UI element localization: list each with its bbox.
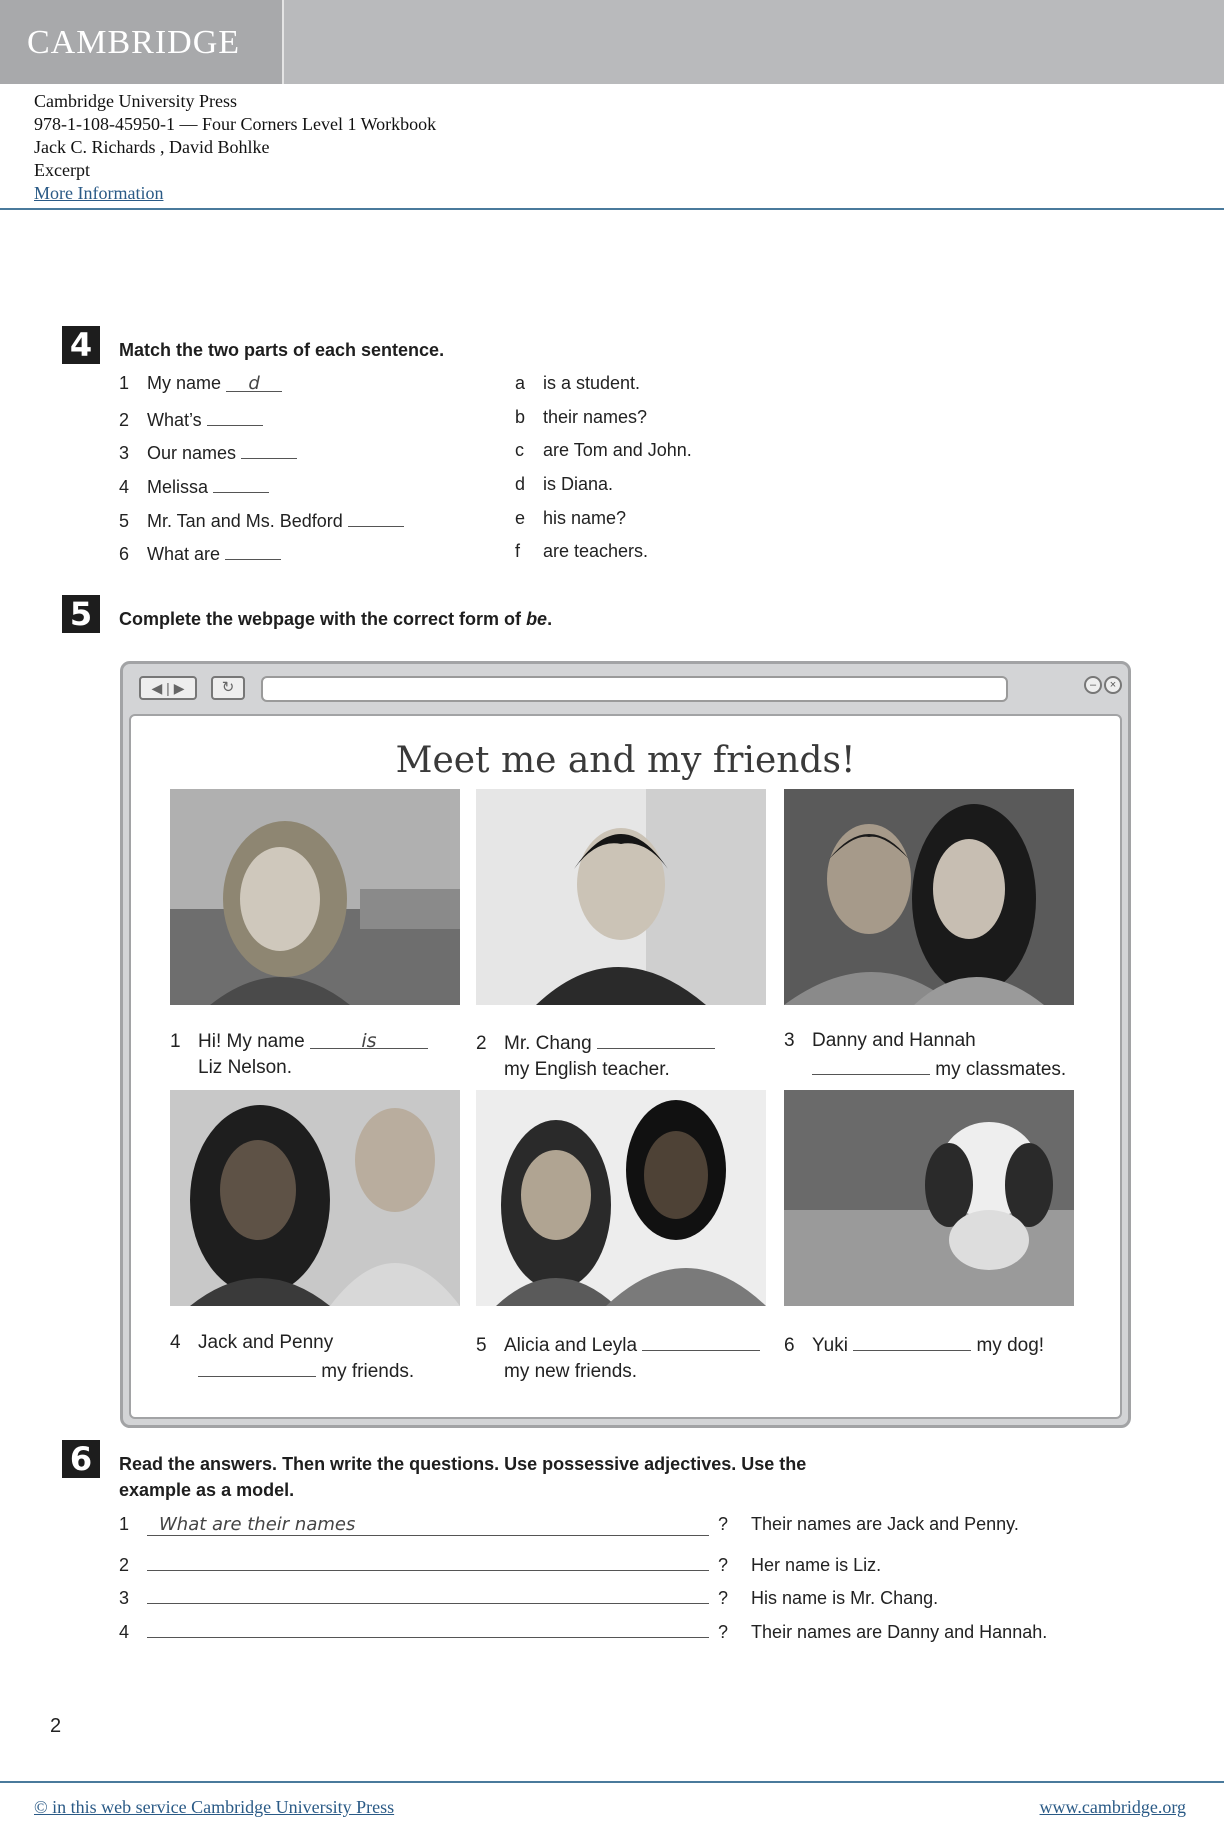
caption-2: 2 Mr. Chang my English teacher. [476, 1028, 715, 1083]
match-right-c: c are Tom and John. [515, 440, 692, 460]
question-row-2: 2 ? Her name is Liz. [119, 1548, 881, 1576]
exercise-number-4: 4 [62, 326, 100, 364]
book-metadata [34, 90, 436, 205]
webpage-title: Meet me and my friends! [395, 740, 856, 781]
more-information-link[interactable]: More Information [34, 183, 164, 203]
answer-blank[interactable]: is [310, 1028, 428, 1049]
match-left-2: 2 What’s [119, 407, 263, 431]
back-forward-buttons[interactable]: ◀ | ▶ [139, 676, 197, 700]
question-input[interactable]: What are their names [147, 1514, 709, 1536]
answer-blank[interactable] [642, 1330, 760, 1351]
close-icon[interactable]: × [1104, 676, 1122, 694]
photo-danny-and-hannah [784, 789, 1074, 1005]
match-right-f: f are teachers. [515, 541, 649, 561]
photo-mr-chang [476, 789, 766, 1005]
authors: Jack C. Richards , David Bohlke [34, 137, 270, 157]
exercise-number-5: 5 [62, 595, 100, 633]
copyright-link[interactable]: © in this web service Cambridge University Press [34, 1797, 395, 1817]
photo-alicia-and-leyla [476, 1090, 766, 1306]
minimize-icon[interactable]: – [1084, 676, 1102, 694]
question-input[interactable] [147, 1581, 709, 1604]
photo-liz-nelson [170, 789, 460, 1005]
answer-blank[interactable] [207, 407, 263, 426]
match-right-e: e his name? [515, 508, 627, 528]
answer-blank[interactable] [241, 440, 297, 459]
photo-yuki-dog [784, 1090, 1074, 1306]
question-row-3: 3 ? His name is Mr. Chang. [119, 1581, 938, 1609]
caption-3: 3 Danny and Hannah my classmates. [784, 1030, 1067, 1080]
answer-blank[interactable] [348, 508, 404, 527]
question-row-1: 1 What are their names ? Their names are Jack and Penny. [119, 1514, 1019, 1535]
webpage-content [129, 714, 1122, 1419]
question-row-4: 4 ? Their names are Danny and Hannah. [119, 1615, 1047, 1643]
page-number: 2 [50, 1715, 62, 1737]
question-input[interactable] [147, 1615, 709, 1638]
reload-icon[interactable]: ↻ [211, 676, 245, 700]
match-left-3: 3 Our names [119, 440, 297, 464]
answer-blank[interactable] [853, 1330, 971, 1351]
cambridge-logo: CAMBRIDGE [27, 24, 241, 61]
match-right-d: d is Diana. [515, 474, 614, 494]
match-right-b: b their names? [515, 407, 648, 427]
answer-blank[interactable] [198, 1356, 316, 1377]
match-left-1: 1 My name d [119, 373, 282, 394]
isbn-title: 978-1-108-45950-1 — Four Corners Level 1 Workbook [34, 114, 437, 134]
header-bar [0, 0, 1224, 84]
photo-jack-and-penny [170, 1090, 460, 1306]
caption-5: 5 Alicia and Leyla my new friends. [476, 1330, 760, 1385]
match-left-5: 5 Mr. Tan and Ms. Bedford [119, 508, 404, 532]
address-bar[interactable] [261, 676, 1008, 702]
answer-blank[interactable] [213, 474, 269, 493]
answer-blank[interactable]: d [226, 373, 282, 392]
caption-6: 6 Yuki my dog! [784, 1330, 1044, 1359]
match-left-6: 6 What are [119, 541, 281, 565]
exercise-4-instruction: Match the two parts of each sentence. [119, 340, 445, 360]
answer-blank[interactable] [597, 1028, 715, 1049]
exercise-number-6: 6 [62, 1440, 100, 1478]
excerpt-label: Excerpt [34, 160, 90, 180]
exercise-6-instruction: Read the answers. Then write the questions. Use possessive adjectives. Use the example as a model. [119, 1454, 807, 1500]
caption-1: 1 Hi! My name is Liz Nelson. [170, 1028, 428, 1081]
browser-window [120, 661, 1131, 1428]
match-right-a: a is a student. [515, 373, 641, 393]
website-link[interactable]: www.cambridge.org [1039, 1797, 1186, 1817]
footer-divider [0, 1781, 1224, 1783]
exercise-5-instruction: Complete the webpage with the correct form of be. [119, 609, 553, 629]
header-divider [0, 208, 1224, 210]
publisher: Cambridge University Press [34, 91, 237, 111]
caption-4: 4 Jack and Penny my friends. [170, 1332, 415, 1382]
match-left-4: 4 Melissa [119, 474, 269, 498]
question-input[interactable] [147, 1548, 709, 1571]
answer-blank[interactable] [812, 1054, 930, 1075]
answer-blank[interactable] [225, 541, 281, 560]
brand-box [0, 0, 284, 84]
